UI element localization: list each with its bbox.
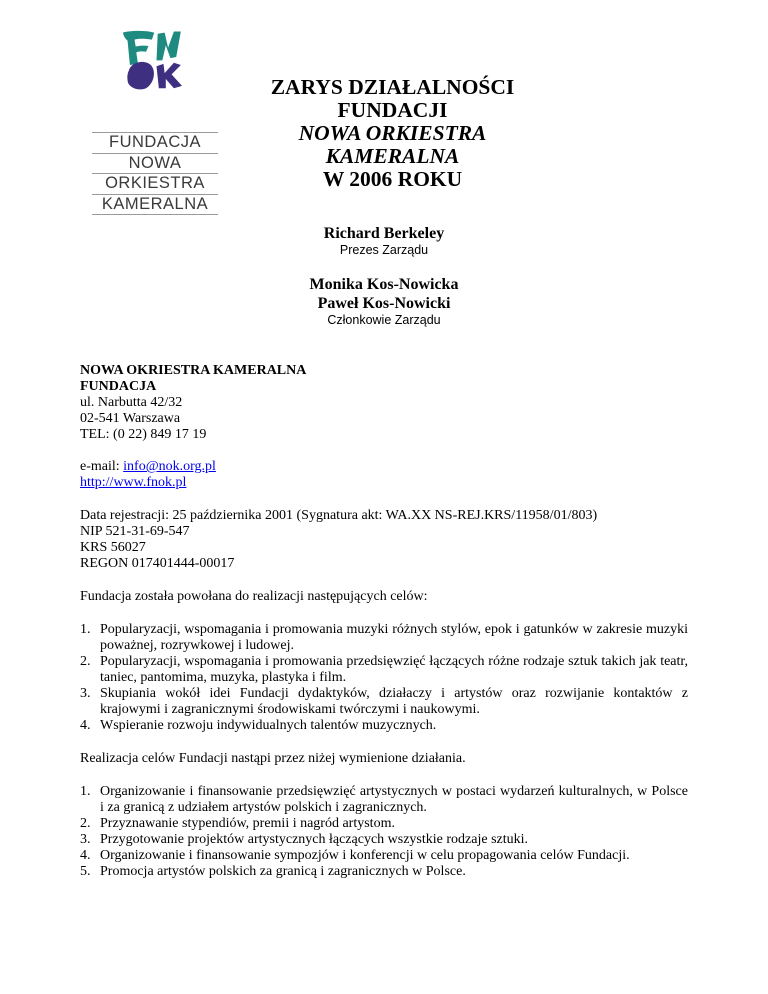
org-name: NOWA OKRIESTRA KAMERALNA: [80, 363, 307, 378]
email-line: [80, 459, 688, 475]
logo-letter-n: [157, 31, 181, 60]
title-line-2: NOWA ORKIESTRA KAMERALNA: [298, 121, 487, 168]
member-name-2: Paweł Kos-Nowicki: [317, 295, 451, 312]
contact-block: [80, 363, 688, 443]
list-item: [80, 622, 688, 654]
website-link[interactable]: http://www.fnok.pl: [80, 475, 187, 490]
list-item: [80, 816, 688, 832]
actions-intro-text: Realizacja celów Fundacji nastąpi przez niżej wymienione działania.: [80, 751, 466, 766]
registration-date: Data rejestracji: 25 października 2001 (Sygnatura akt: WA.XX NS-REJ.KRS/11958/01/803): [80, 508, 598, 523]
logo-line-4: KAMERALNA: [92, 194, 218, 216]
registration-block: [80, 508, 688, 572]
list-number: 2.: [80, 816, 91, 831]
logo-line-3: ORKIESTRA: [92, 173, 218, 194]
goals-list: [80, 622, 688, 734]
list-item: [80, 718, 688, 734]
actions-intro: [80, 751, 688, 767]
document-title: [245, 76, 540, 191]
members-role: Członkowie Zarządu: [327, 313, 441, 327]
list-text: Skupiania wokół idei Fundacji dydaktyków, działaczy i artystów oraz rozwijanie kontaktów z krajowymi i zagranicznymi środowiskami twórczymi i naukowymi.: [100, 686, 688, 717]
president-name: Richard Berkeley: [323, 225, 445, 242]
list-number: 4.: [80, 718, 91, 733]
list-item: [80, 864, 688, 880]
logo-line-2: NOWA: [92, 153, 218, 174]
phone: TEL: (0 22) 849 17 19: [80, 427, 207, 442]
logo-letter-o: [127, 62, 154, 89]
list-item: [80, 654, 688, 686]
street-address: ul. Narbutta 42/32: [80, 395, 183, 410]
list-item: [80, 784, 688, 816]
members-block: [0, 275, 768, 328]
list-text: Popularyzacji, wspomagania i promowania muzyki różnych stylów, epok i gatunków w zakresie muzyki poważnej, rozrywkowej i ludowej.: [100, 622, 688, 653]
title-line-3: W 2006 ROKU: [322, 167, 463, 191]
goals-intro-text: Fundacja została powołana do realizacji następujących celów:: [80, 589, 428, 604]
list-number: 2.: [80, 654, 91, 669]
list-text: Promocja artystów polskich za granicą i zagranicznych w Polsce.: [100, 864, 466, 879]
list-number: 1.: [80, 784, 91, 799]
org-type: FUNDACJA: [80, 379, 157, 394]
goals-intro: [80, 589, 688, 605]
list-text: Przyznawanie stypendiów, premii i nagród artystom.: [100, 816, 395, 831]
list-text: Popularyzacji, wspomagania i promowania przedsięwzięć łączących różne rodzaje sztuk takich jak teatr, taniec, pantomima, muzyka, plastyka i film.: [100, 654, 688, 685]
online-contact-block: [80, 459, 688, 491]
regon-number: REGON 017401444-00017: [80, 556, 235, 571]
list-number: 4.: [80, 848, 91, 863]
email-label: e-mail:: [80, 459, 124, 474]
logo-wordmark: [92, 132, 218, 215]
actions-list: [80, 784, 688, 880]
logo-letter-k: [157, 63, 182, 88]
krs-number: KRS 56027: [80, 540, 146, 555]
list-text: Wspieranie rozwoju indywidualnych talentów muzycznych.: [100, 718, 437, 733]
nip-number: NIP 521-31-69-547: [80, 524, 190, 539]
logo-letter-f: [123, 31, 154, 65]
email-link[interactable]: info@nok.org.pl: [123, 459, 216, 474]
logo-line-1: FUNDACJA: [92, 132, 218, 153]
list-item: [80, 848, 688, 864]
title-line-1: ZARYS DZIAŁALNOŚCI FUNDACJI: [270, 75, 515, 122]
list-number: 3.: [80, 832, 91, 847]
list-text: Organizowanie i finansowanie sympozjów i konferencji w celu propagowania celów Fundacji.: [100, 848, 630, 863]
list-text: Przygotowanie projektów artystycznych łączących wszystkie rodzaje sztuki.: [100, 832, 529, 847]
list-number: 3.: [80, 686, 91, 701]
list-text: Organizowanie i finansowanie przedsięwzięć artystycznych w postaci wydarzeń kulturalnych, w Polsce i za granicą z udziałem artystów polskich i zagranicznych.: [100, 784, 688, 815]
list-number: 1.: [80, 622, 91, 637]
list-item: [80, 832, 688, 848]
member-name-1: Monika Kos-Nowicka: [309, 276, 459, 293]
list-number: 5.: [80, 864, 91, 879]
president-block: [0, 224, 768, 258]
list-item: [80, 686, 688, 718]
fnok-logo-graphic: [92, 28, 217, 138]
president-role: Prezes Zarządu: [339, 243, 429, 257]
city-address: 02-541 Warszawa: [80, 411, 181, 426]
